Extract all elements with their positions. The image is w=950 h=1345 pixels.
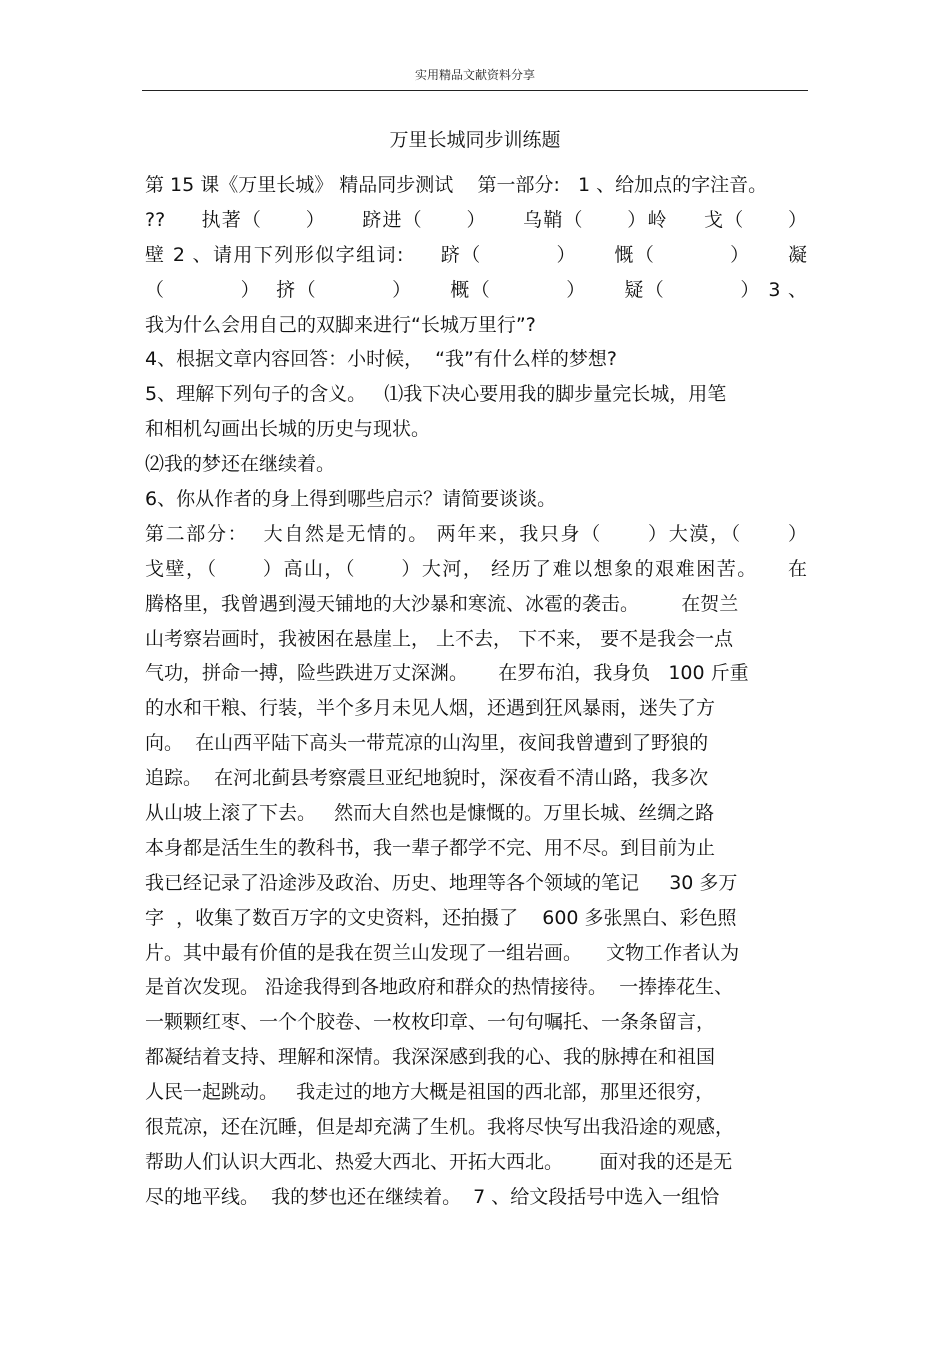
text-line: ⑵我的梦还在继续着。 <box>145 453 336 476</box>
text-line: 我为什么会用自己的双脚来进行“长城万里行”? <box>145 313 536 336</box>
text-line: 壁 2 、请用下列形似字组词: 跻（ ） 慨（ ） 凝 <box>145 243 807 266</box>
text-line: 戈壁，（ ）高山，（ ）大河， 经历了难以想象的艰难困苦。 在 <box>145 557 807 580</box>
page-header: 实用精品文献资料分享 <box>414 68 535 82</box>
text-line: 尽的地平线。 我的梦也还在继续着。 7 、给文段括号中选入一组恰 <box>145 1185 720 1208</box>
text-line: 字 ，收集了数百万字的文史资料，还拍摄了 600 多张黑白、彩色照 <box>145 906 737 929</box>
text-line: 一颗颗红枣、一个个胶卷、一枚枚印章、一句句嘱托、一条条留言， <box>145 1011 716 1034</box>
text-line: 我已经记录了沿途涉及政治、历史、地理等各个领域的笔记 30 多万 <box>145 871 738 894</box>
header-divider <box>142 90 808 91</box>
text-line: 5、理解下列句子的含义。 ⑴我下决心要用我的脚步量完长城，用笔 <box>145 383 727 406</box>
text-line: ?? 执著（ ） 跻进（ ） 乌鞘（ ）岭 戈（ ） <box>145 208 807 231</box>
text-line: 山考察岩画时，我被困在悬崖上， 上不去， 下不来， 要不是我会一点 <box>145 627 734 650</box>
text-line: 第二部分： 大自然是无情的。 两年来，我只身（ ）大漠，（ ） <box>145 522 807 545</box>
text-line: 和相机勾画出长城的历史与现状。 <box>145 418 431 441</box>
text-line: 第 15 课《万里长城》 精品同步测试 第一部分: 1 、给加点的字注音。 <box>145 174 768 196</box>
text-line: 都凝结着支持、理解和深情。我深深感到我的心、我的脉搏在和祖国 <box>145 1046 716 1069</box>
text-line: 片。其中最有价值的是我在贺兰山发现了一组岩画。 文物工作者认为 <box>145 941 740 964</box>
document-body <box>145 168 807 1215</box>
text-line: 从山坡上滚了下去。 然而大自然也是慷慨的。万里长城、丝绸之路 <box>145 802 715 825</box>
document-title: 万里长城同步训练题 <box>389 129 561 151</box>
text-line: （ ） 挤（ ） 概（ ） 疑（ ） 3 、 <box>145 278 807 301</box>
text-line: 很荒凉，还在沉睡，但是却充满了生机。我将尽快写出我沿途的观感， <box>145 1116 735 1139</box>
text-line: 气功，拼命一搏，险些跌进万丈深渊。 在罗布泊，我身负 100 斤重 <box>145 662 749 685</box>
text-line: 4、根据文章内容回答：小时候， “我”有什么样的梦想? <box>145 348 617 371</box>
text-line: 的水和干粮、行装，半个多月未见人烟，还遇到狂风暴雨，迷失了方 <box>145 697 716 720</box>
text-line: 人民一起跳动。 我走过的地方大概是祖国的西北部，那里还很穷， <box>145 1081 715 1104</box>
text-line: 本身都是活生生的教科书，我一辈子都学不完、用不尽。到目前为止 <box>145 836 716 859</box>
text-line: 腾格里，我曾遇到漫天铺地的大沙暴和寒流、冰雹的袭击。 在贺兰 <box>145 592 739 615</box>
text-line: 帮助人们认识大西北、热爱大西北、开拓大西北。 面对我的还是无 <box>145 1150 733 1173</box>
text-line: 6、你从作者的身上得到哪些启示？请简要谈谈。 <box>145 488 557 511</box>
text-line: 是首次发现。 沿途我得到各地政府和群众的热情接待。 一捧捧花生、 <box>145 976 734 999</box>
text-line: 向。 在山西平陆下高头一带荒凉的山沟里，夜间我曾遭到了野狼的 <box>145 732 709 755</box>
text-line: 追踪。 在河北蓟县考察震旦亚纪地貌时，深夜看不清山路，我多次 <box>145 767 709 790</box>
